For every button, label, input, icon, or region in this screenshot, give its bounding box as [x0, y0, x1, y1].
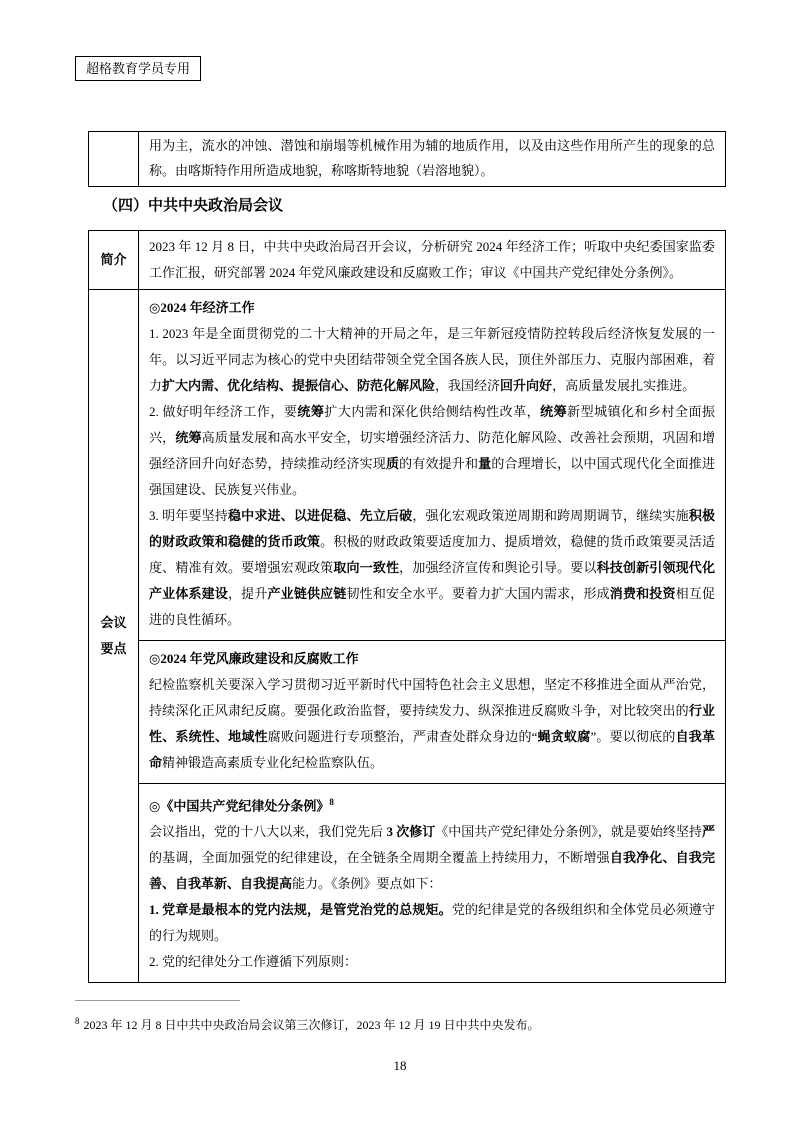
karst-table-fragment [88, 131, 726, 187]
intro-content-cell [139, 231, 725, 289]
karst-table-content: 用为主，流水的冲蚀、潜蚀和崩塌等机械作用为辅的地质作用，以及由这些作用所产生的现象的总称。由喀斯特作用所造成地貌，称喀斯特地貌（岩溶地貌）。 [149, 138, 715, 178]
intro-row [89, 231, 725, 290]
subsection-regulations [139, 783, 725, 982]
subsection-anticorruption [139, 640, 725, 783]
badge-text: 超格教育学员专用 [86, 61, 191, 76]
footnote-text: 2023 年 12 月 8 日中共中央政治局会议第三次修订，2023 年 12 月 19 日中共中央发布。 [83, 1018, 540, 1032]
points-label-cell [89, 290, 139, 982]
footnote-divider [75, 1000, 240, 1001]
points-label: 会议要点 [100, 615, 127, 657]
intro-label: 简介 [100, 252, 127, 267]
points-content-cell [139, 290, 725, 982]
intro-label-cell [89, 231, 139, 289]
subsection-economy-heading: ◎2024 年经济工作 [149, 300, 255, 315]
regulations-paragraph-1: 1. 党章是最根本的党内法规，是管党治党的总规矩。党的纪律是党的各级组织和全体党员必须遵守的行为规则。 [149, 902, 715, 944]
footnote-marker: 8 [75, 1016, 80, 1026]
subsection-anticorruption-heading: ◎2024 年党风廉政建设和反腐败工作 [149, 651, 359, 666]
footnote [75, 1011, 735, 1035]
section-title: （四）中共中央政治局会议 [103, 198, 284, 214]
economy-paragraph-1: 1. 2023 年是全面贯彻党的二十大精神的开局之年，是三年新冠疫情防控转段后经济恢复发展的一年。以习近平同志为核心的党中央团结带领全党全国各族人民，顶住外部压力、克服内部困难，着力扩大内需、优化结构、提振信心、防范化解风险，我国经济回升向好，高质量发展扎实推进。 [149, 326, 715, 393]
intro-paragraph: 2023 年 12 月 8 日，中共中央政治局召开会议，分析研究 2024 年经济工作；听取中央纪委国家监委工作汇报，研究部署 2024 年党风廉政建设和反腐败工作；审议《中国共产党纪律处分条例》。 [149, 239, 715, 280]
page-number: 18 [393, 1058, 407, 1073]
student-badge [75, 56, 201, 81]
karst-table-label-cell [89, 132, 139, 186]
economy-paragraph-2: 2. 做好明年经济工作，要统筹扩大内需和深化供给侧结构性改革，统筹新型城镇化和乡村全面振兴，统筹高质量发展和高水平安全，切实增强经济活力、防范化解风险、改善社会预期，巩固和增强经济回升向好态势，持续推动经济实现质的有效提升和量的合理增长，以中国式现代化全面推进强国建设、民族复兴伟业。 [149, 404, 715, 497]
regulations-paragraph-2: 2. 党的纪律处分工作遵循下列原则： [149, 954, 358, 970]
subsection-economy [139, 290, 725, 640]
politburo-meeting-table [88, 230, 726, 983]
points-row [89, 290, 725, 982]
anticorruption-paragraph: 纪检监察机关要深入学习贯彻习近平新时代中国特色社会主义思想，坚定不移推进全面从严治党，持续深化正风肃纪反腐。要强化政治监督，要持续发力、纵深推进反腐败斗争，对比较突出的行业性、系统性、地域性腐败问题进行专项整治，严肃查处群众身边的“蝇贪蚁腐”。要以彻底的自我革命精神锻造高素质专业化纪检监察队伍。 [149, 677, 715, 770]
economy-paragraph-3: 3. 明年要坚持稳中求进、以进促稳、先立后破，强化宏观政策逆周期和跨周期调节，继续实施积极的财政政策和稳健的货币政策。积极的财政政策要适度加力、提质增效，稳健的货币政策要灵活适度、精准有效。要增强宏观政策取向一致性，加强经济宣传和舆论引导。要以科技创新引领现代化产业体系建设，提升产业链供应链韧性和安全水平。要着力扩大国内需求，形成消费和投资相互促进的良性循环。 [149, 508, 715, 627]
subsection-regulations-heading: ◎《中国共产党纪律处分条例》$^8$ [149, 797, 334, 814]
regulations-paragraph-intro: 会议指出，党的十八大以来，我们党先后 3 次修订《中国共产党纪律处分条例》，就是要始终坚持严的基调，全面加强党的纪律建设，在全链条全周期全覆盖上持续用力，不断增强自我净化、自我完善、自我革新、自我提高能力。《条例》要点如下： [149, 824, 715, 892]
